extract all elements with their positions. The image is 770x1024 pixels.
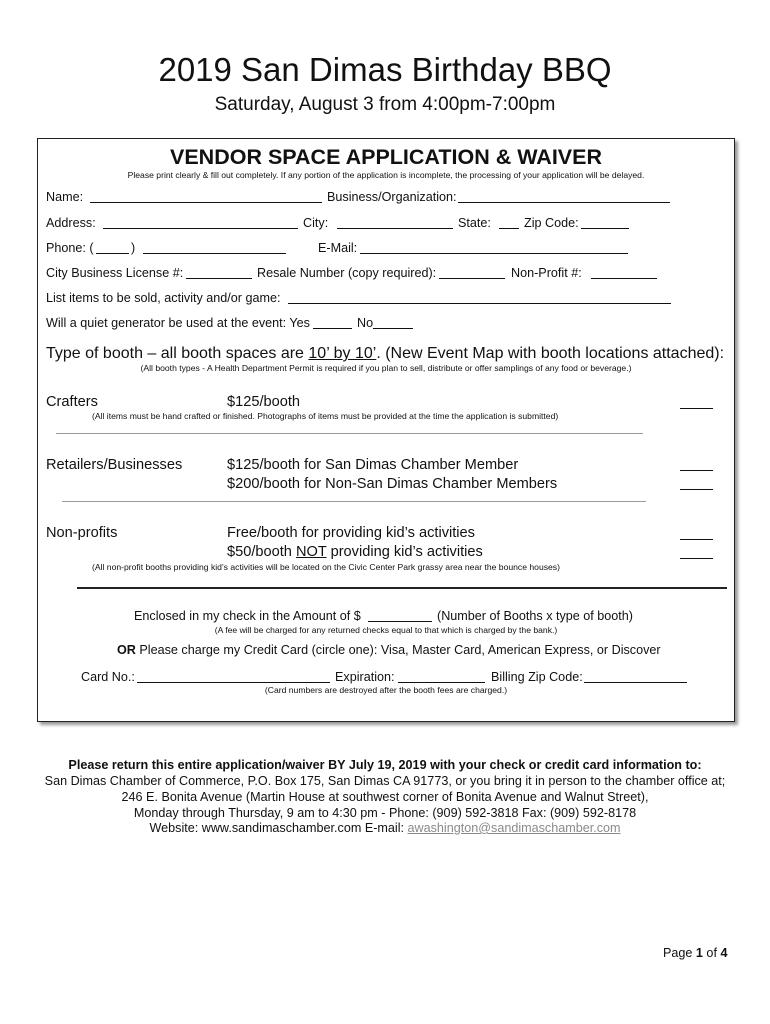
generator-no-label: No [357,316,374,330]
phone-field[interactable] [143,241,286,254]
expiration-label: Expiration: [335,670,395,684]
phone-paren: ) [131,241,136,255]
state-label: State: [458,216,491,230]
return-instructions: Please return this entire application/waiver BY July 19, 2019 with your check or credit card information to: [68,758,702,772]
retail-nonmember-price: $200/booth for Non-San Dimas Chamber Members [227,476,558,492]
office-address: 246 E. Bonita Avenue (Martin House at southwest corner of Bonita Avenue and Walnut Street), [121,790,649,804]
phone-label: Phone: ( [46,241,94,255]
city-field[interactable] [337,216,453,229]
or-label: OR [117,643,136,657]
fee-note: (A fee will be charged for any returned checks equal to that which is charged by the bank.) [214,625,558,635]
nonprofit-number-field[interactable] [591,266,657,279]
nonprofit-paid-count-field[interactable] [680,558,713,559]
nonprofit-number-label: Non-Profit #: [511,266,582,280]
billing-zip-field[interactable] [584,670,687,683]
resale-label: Resale Number (copy required): [257,266,437,280]
zip-label: Zip Code: [524,216,579,230]
nonprofit-paid-prefix: $50/booth [227,544,296,560]
enclosed-note: (Number of Booths x type of booth) [437,609,634,623]
generator-yes-field[interactable] [313,316,352,329]
retail-member-count-field[interactable] [680,470,713,471]
items-label: List items to be sold, activity and/or game: [46,291,281,305]
name-label: Name: [46,190,84,204]
city-label: City: [303,216,329,230]
check-amount-field[interactable] [368,609,432,622]
event-date: Saturday, August 3 from 4:00pm-7:00pm [214,94,556,115]
phone-area-field[interactable] [96,241,129,254]
section-divider [77,587,727,589]
page-total: 4 [720,946,728,960]
nonprofit-note: (All non-profit booths providing kid’s activities will be located on the Civic Center Park grassy area near the bounce houses) [92,562,560,572]
credit-card-line [117,642,661,658]
booth-type-heading [46,344,724,364]
retail-member-price: $125/booth for San Dimas Chamber Member [227,457,519,473]
divider [56,433,643,434]
page-number [663,945,727,961]
page-current: 1 [695,946,703,960]
page-prefix: Page [663,946,696,960]
form-heading: VENDOR SPACE APPLICATION & WAIVER [169,145,603,169]
credit-card-text: Please charge my Credit Card (circle one): Visa, Master Card, American Express, or Discover [135,643,661,657]
website-text: Website: www.sandimaschamber.com E-mail: [149,821,408,835]
retailers-label: Retailers/Businesses [46,457,183,473]
nonprofit-paid-suffix: providing kid’s activities [326,544,483,560]
nonprofits-label: Non-profits [46,525,118,541]
billing-zip-label: Billing Zip Code: [491,670,583,684]
nonprofit-paid-price [227,543,483,562]
generator-label: Will a quiet generator be used at the event: Yes [46,316,310,330]
address-field[interactable] [103,216,298,229]
crafters-label: Crafters [46,394,98,410]
crafters-note: (All items must be hand crafted or finished. Photographs of items must be provided at the time the application is submitted) [92,411,559,421]
booth-type-prefix: Type of booth – all booth spaces are [46,345,309,362]
zip-field[interactable] [581,216,629,229]
booth-type-suffix: . (New Event Map with booth locations attached): [376,345,725,362]
items-field[interactable] [288,291,671,304]
business-label: Business/Organization: [327,190,457,204]
nonprofit-free-price: Free/booth for providing kid’s activities [227,525,475,541]
email-label: E-Mail: [318,241,358,255]
state-field[interactable] [499,216,519,229]
contact-line [0,820,770,836]
instructions: Please print clearly & fill out completely. If any portion of the application is incomplete, the processing of your application will be delayed. [127,170,645,180]
chamber-address: San Dimas Chamber of Commerce, P.O. Box 175, San Dimas CA 91773, or you bring it in person to the chamber office at; [44,774,726,788]
business-field[interactable] [458,190,670,203]
crafters-booth-count-field[interactable] [680,408,713,409]
license-label: City Business License #: [46,266,184,280]
card-number-label: Card No.: [81,670,135,684]
nonprofit-free-count-field[interactable] [680,539,713,540]
booth-size: 10’ by 10’ [308,345,377,362]
resale-field[interactable] [439,266,505,279]
page-of: of [702,946,721,960]
card-note: (Card numbers are destroyed after the booth fees are charged.) [264,685,508,695]
document-title: 2019 San Dimas Birthday BBQ [158,51,612,88]
crafters-price: $125/booth [227,394,301,410]
name-field[interactable] [90,190,322,203]
license-field[interactable] [186,266,252,279]
generator-no-field[interactable] [373,316,413,329]
card-number-field[interactable] [137,670,330,683]
permit-note: (All booth types - A Health Department Permit is required if you plan to sell, distribute or offer samplings of any food or beverage.) [140,363,632,373]
divider [62,501,646,502]
enclosed-label: Enclosed in my check in the Amount of $ [134,609,361,623]
email-field[interactable] [360,241,628,254]
email-link[interactable]: awashington@sandimaschamber.com [407,821,621,835]
office-hours: Monday through Thursday, 9 am to 4:30 pm - Phone: (909) 592-3818 Fax: (909) 592-8178 [133,806,637,820]
nonprofit-paid-not: NOT [295,544,327,560]
address-label: Address: [46,216,96,230]
expiration-field[interactable] [398,670,485,683]
retail-nonmember-count-field[interactable] [680,489,713,490]
